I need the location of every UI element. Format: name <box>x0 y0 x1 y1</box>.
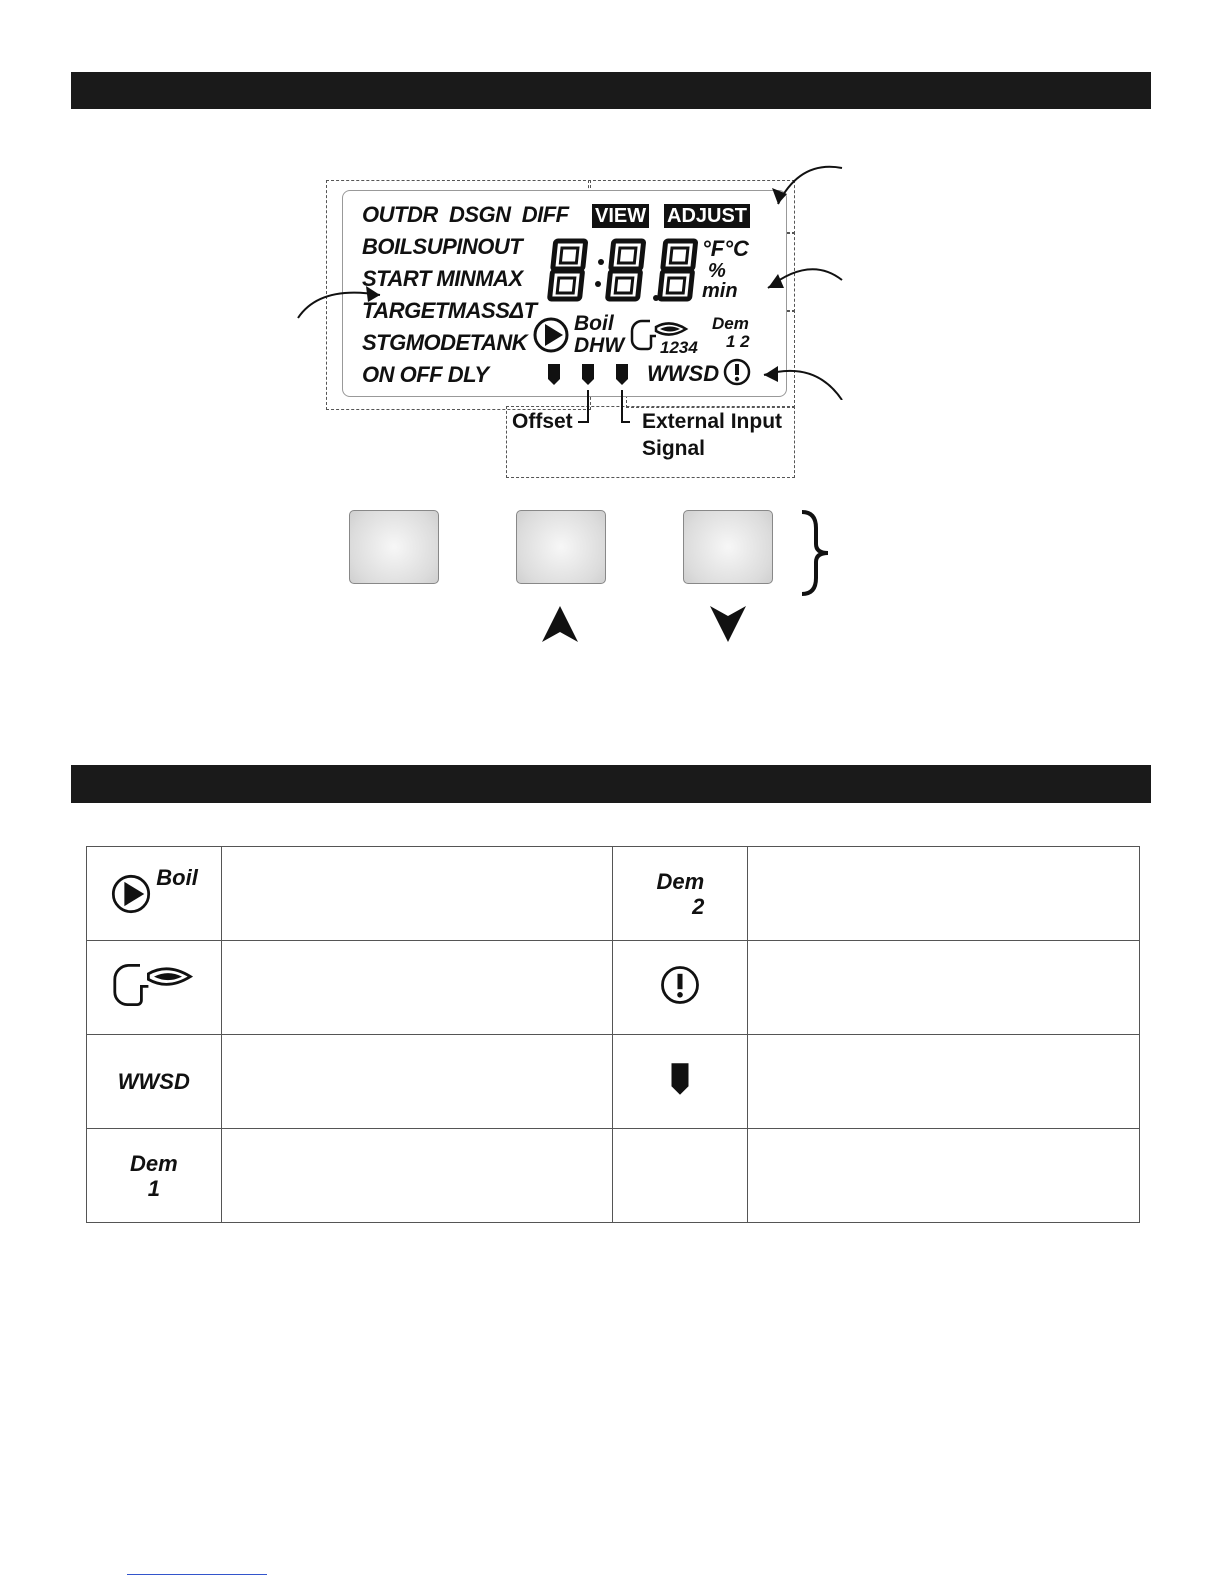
burner-icon <box>112 961 196 1009</box>
demand-2-symbol-bottom: 2 <box>692 893 705 919</box>
dhw-label: DHW <box>574 334 625 357</box>
symbol-cell <box>613 941 748 1035</box>
up-button[interactable] <box>516 510 606 584</box>
footer-link-underline <box>127 1574 267 1575</box>
description-cell <box>221 1129 613 1223</box>
boil-symbol-label: Boil <box>156 864 198 890</box>
up-arrow-icon <box>540 604 580 644</box>
signal-label: Signal <box>642 437 706 460</box>
menu-line-4: TARGETMASSΔT <box>362 298 537 323</box>
button-group-brace <box>798 508 832 598</box>
warning-icon <box>659 964 701 1006</box>
indicator-icon <box>670 1062 690 1096</box>
menu-line-3: START MINMAX <box>362 266 523 291</box>
pump-icon <box>110 873 152 915</box>
description-cell <box>748 941 1140 1035</box>
percent-unit: % <box>708 260 726 282</box>
section-header-bar-top <box>71 72 1151 109</box>
minutes-unit: min <box>702 280 738 302</box>
demand-1-symbol-bottom: 1 <box>147 1175 160 1201</box>
adjust-indicator: ADJUST <box>664 204 750 228</box>
menu-line-1: OUTDR DSGN DIFF <box>362 202 569 227</box>
description-cell <box>748 1035 1140 1129</box>
down-button[interactable] <box>683 510 773 584</box>
external-input-label: External Input <box>642 410 783 433</box>
description-cell <box>221 941 613 1035</box>
description-cell <box>221 847 613 941</box>
description-cell <box>221 1035 613 1129</box>
stage-numbers: 1234 <box>660 338 698 357</box>
item-button[interactable] <box>349 510 439 584</box>
wwsd-label: WWSD <box>647 361 720 386</box>
demand-2-symbol-top: Dem <box>656 868 705 894</box>
symbol-cell <box>613 847 748 941</box>
boil-label: Boil <box>574 312 614 335</box>
demand-numbers: 1 2 <box>726 332 750 351</box>
symbol-cell <box>87 941 222 1035</box>
table-row <box>87 847 1140 941</box>
symbol-cell <box>87 847 222 941</box>
symbol-cell <box>87 1129 222 1223</box>
symbol-cell <box>613 1035 748 1129</box>
menu-line-6: ON OFF DLY <box>362 362 489 387</box>
symbol-cell <box>87 1035 222 1129</box>
offset-label: Offset <box>512 410 573 433</box>
table-row <box>87 941 1140 1035</box>
menu-line-2: BOILSUPINOUT <box>362 234 523 259</box>
symbol-cell <box>613 1129 748 1223</box>
down-arrow-icon <box>708 604 748 644</box>
demand-label: Dem <box>712 314 749 333</box>
demand-1-symbol-top: Dem <box>129 1150 178 1176</box>
description-cell <box>748 1129 1140 1223</box>
wwsd-symbol-label: WWSD <box>117 1069 190 1094</box>
description-cell <box>748 847 1140 941</box>
temperature-units: °F°C <box>702 236 749 261</box>
view-indicator: VIEW <box>592 204 649 228</box>
table-row <box>87 1035 1140 1129</box>
symbol-legend-table <box>86 846 1140 1223</box>
callout-arrows <box>290 150 860 400</box>
table-row <box>87 1129 1140 1223</box>
menu-line-5: STGMODETANK <box>362 330 528 355</box>
section-header-bar-bottom <box>71 765 1151 803</box>
